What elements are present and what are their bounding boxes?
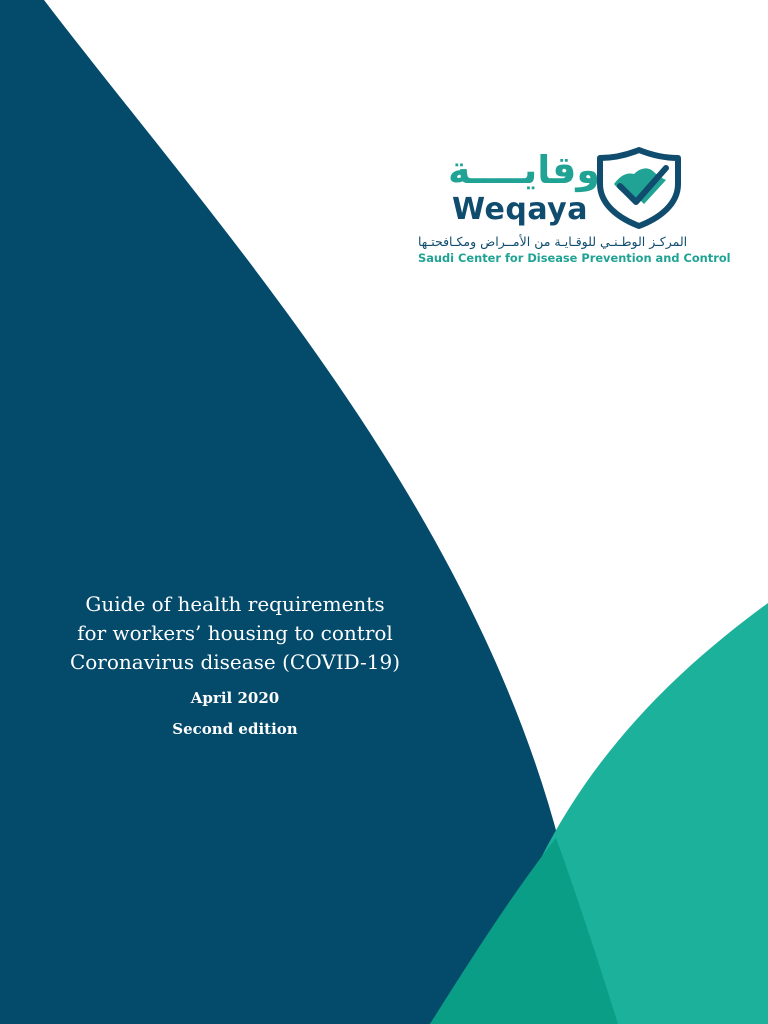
logo-subtitle-arabic: المركـز الوطـنـي للوقـايـة من الأمــراض ومكـافحتـها: [418, 234, 688, 249]
cover-date: April 2020: [190, 689, 280, 707]
logo-arabic-name: وقايــــة: [447, 148, 600, 192]
shield-map-icon: [596, 146, 682, 230]
cover-title-line: Guide of health requirements: [85, 592, 385, 616]
cover-title-line: for workers’ housing to control: [77, 621, 393, 645]
logo-subtitle-english: Saudi Center for Disease Prevention and Control: [418, 251, 731, 265]
cover-title-block: [40, 590, 430, 739]
logo-name: Weqaya: [452, 192, 588, 227]
cover-title-line: Coronavirus disease (COVID-19): [69, 650, 401, 674]
cover-edition: Second edition: [172, 720, 298, 738]
weqaya-logo: [410, 140, 730, 270]
